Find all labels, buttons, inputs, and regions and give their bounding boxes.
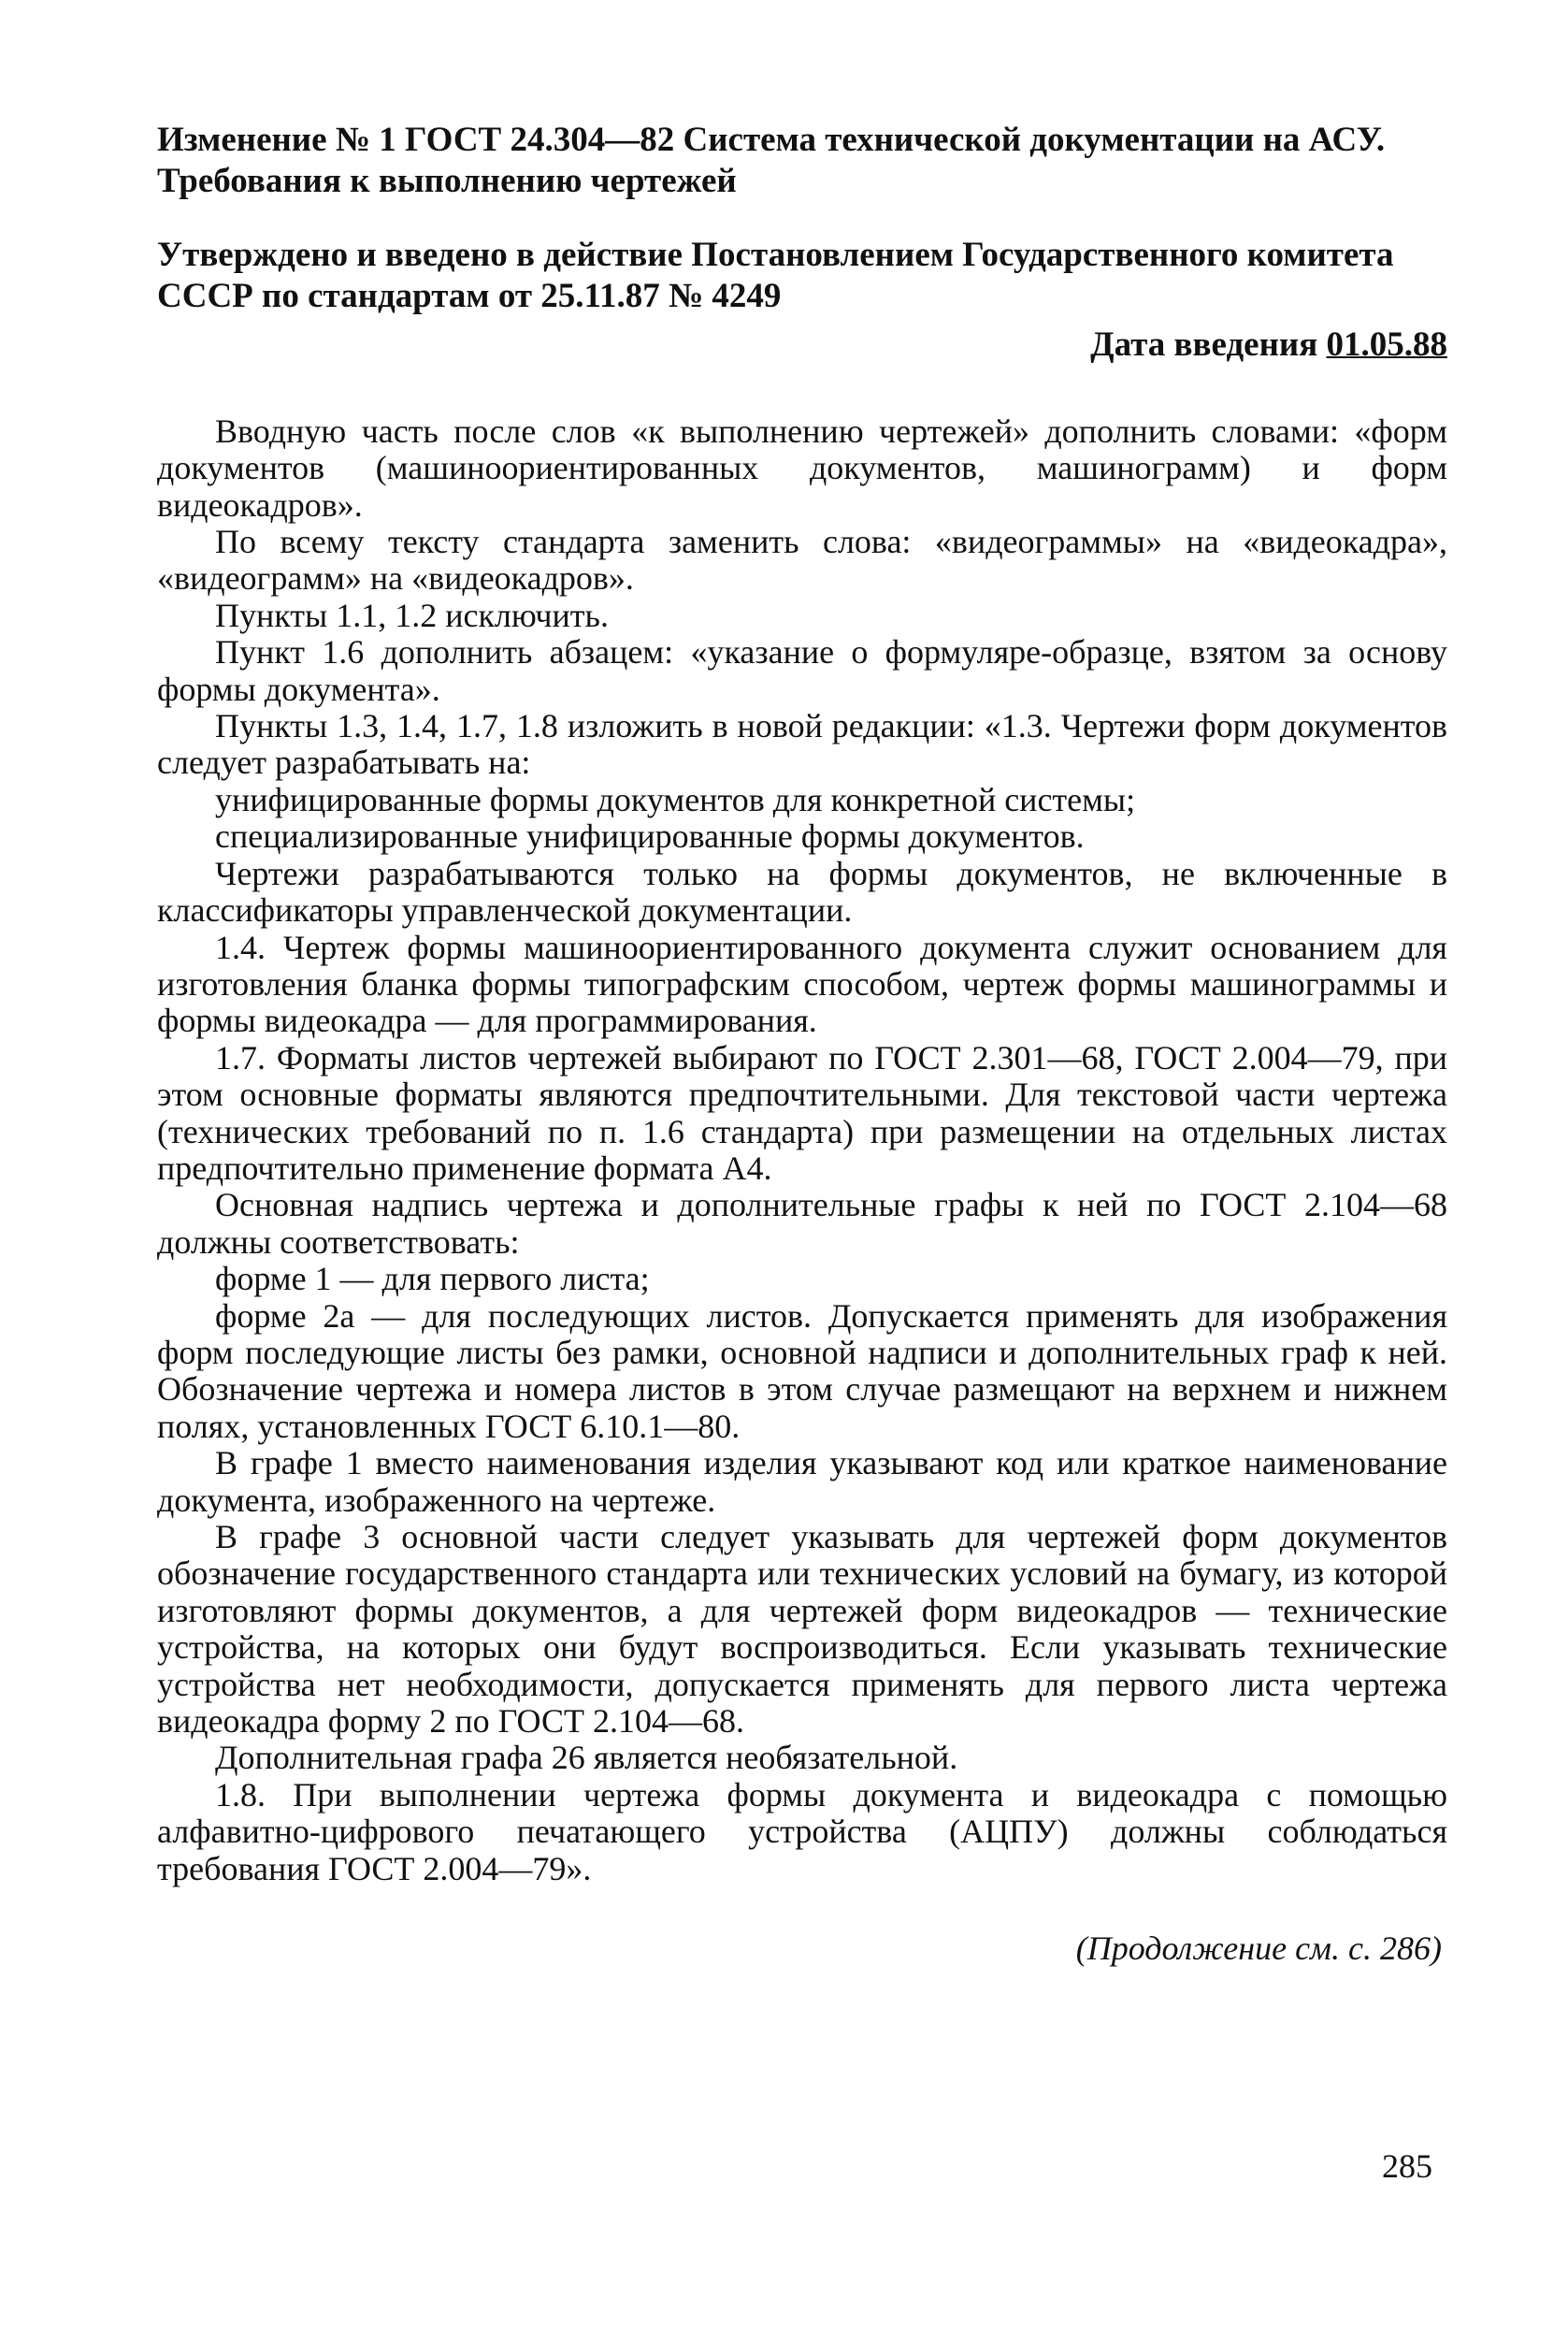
paragraph: Пункты 1.3, 1.4, 1.7, 1.8 изложить в новой редакции: «1.3. Чертежи форм документов следует разрабатывать на:: [157, 707, 1447, 782]
paragraph: В графе 1 вместо наименования изделия указывают код или краткое наименование документа, изображенного на чертеже.: [157, 1444, 1447, 1519]
paragraph: В графе 3 основной части следует указывать для чертежей форм документов обозначение государственного стандарта или технических условий на бумагу, из которой изготовляют формы документов, а для чертежей форм видеокадров — технические устройства, на которых они будут воспроизводиться. Если указывать технические устройства нет необходимости, допускается применять для первого листа чертежа видеокадра форму 2 по ГОСТ 2.104—68.: [157, 1518, 1447, 1741]
paragraph: Чертежи разрабатываются только на формы документов, не включенные в классификаторы управленческой документации.: [157, 854, 1447, 930]
paragraph: специализированные унифицированные формы документов.: [215, 817, 1085, 856]
document-title: Изменение № 1 ГОСТ 24.304—82 Система технической документации на АСУ. Требования к выполнению чертежей: [157, 121, 1386, 201]
paragraph: Пункт 1.6 дополнить абзацем: «указание о формуляре-образце, взятом за основу формы документа».: [157, 633, 1447, 708]
page-number: 285: [1382, 2147, 1432, 2185]
paragraph: 1.8. При выполнении чертежа формы документа и видеокадра с помощью алфавитно-цифрового печатающего устройства (АЦПУ) должны соблюдаться требования ГОСТ 2.004—79».: [157, 1775, 1447, 1887]
paragraph: Пункты 1.1, 1.2 исключить.: [215, 596, 609, 634]
paragraph: форме 2а — для последующих листов. Допускается применять для изображения форм последующие листы без рамки, основной надписи и дополнительных граф к ней. Обозначение чертежа и номера листов в этом случае размещают на верхнем и нижнем полях, установленных ГОСТ 6.10.1—80.: [157, 1296, 1447, 1445]
paragraph: форме 1 — для первого листа;: [215, 1260, 650, 1298]
approval-statement: Утверждено и введено в действие Постановлением Государственного комитета СССР по стандартам от 25.11.87 № 4249: [157, 235, 1394, 316]
paragraph: 1.4. Чертеж формы машиноориентированного документа служит основанием для изготовления бланка формы типографским способом, чертеж формы машинограммы и формы видеокадра — для программирования.: [157, 928, 1447, 1040]
paragraph: унифицированные формы документов для конкретной системы;: [215, 780, 1136, 818]
continuation-note: (Продолжение см. с. 286): [1075, 1929, 1442, 1968]
paragraph: Вводную часть после слов «к выполнению чертежей» дополнить словами: «форм документов (машиноориентированных документов, машинограмм) и форм видеокадров».: [157, 412, 1447, 524]
effective-date: [157, 324, 1447, 367]
body-text: [157, 413, 1447, 1887]
paragraph: Дополнительная графа 26 является необязательной.: [215, 1739, 958, 1777]
effective-date-value: 01.05.88: [1326, 325, 1447, 364]
document-content: [157, 120, 1447, 1968]
paragraph: 1.7. Форматы листов чертежей выбирают по ГОСТ 2.301—68, ГОСТ 2.004—79, при этом основные форматы являются предпочтительными. Для текстовой части чертежа (технических требований по п. 1.6 стандарта) при размещении на отдельных листах предпочтительно применение формата А4.: [157, 1038, 1447, 1187]
paragraph: Основная надпись чертежа и дополнительные графы к ней по ГОСТ 2.104—68 должны соответствовать:: [157, 1186, 1447, 1261]
paragraph: По всему тексту стандарта заменить слова: «видеограммы» на «видеокадра», «видеограмм» на «видеокадров».: [157, 523, 1447, 598]
effective-date-label: Дата введения: [1090, 325, 1318, 364]
